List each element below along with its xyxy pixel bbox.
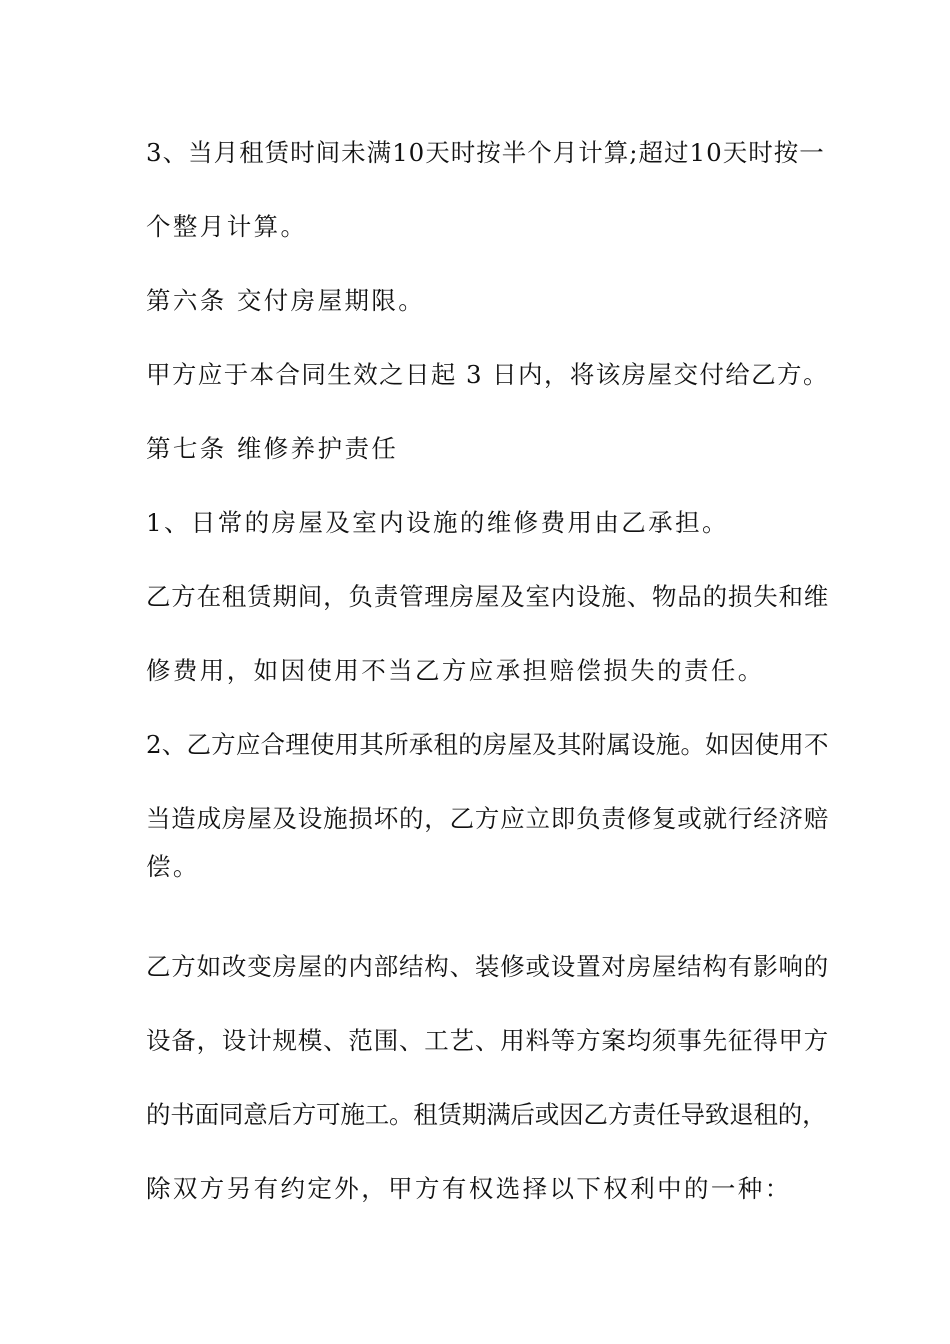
text-line: 个整月计算。 <box>146 212 308 241</box>
text-line: 乙方如改变房屋的内部结构、装修或设置对房屋结构有影响的 <box>146 952 830 981</box>
text-line: 当造成房屋及设施损坏的，乙方应立即负责修复或就行经济赔 <box>146 804 830 833</box>
text-line: 的书面同意后方可施工。租赁期满后或因乙方责任导致退租的， <box>146 1100 827 1129</box>
text-line: 修费用，如因使用不当乙方应承担赔偿损失的责任。 <box>146 656 765 685</box>
section-heading: 第六条 交付房屋期限。 <box>146 286 426 315</box>
text-line: 设备，设计规模、范围、工艺、用料等方案均须事先征得甲方 <box>146 1026 830 1055</box>
section-heading: 第七条 维修养护责任 <box>146 434 399 463</box>
text-line: 1、日常的房屋及室内设施的维修费用由乙承担。 <box>146 508 729 537</box>
text-line: 3、当月租赁时间未满10天时按半个月计算;超过10天时按一 <box>146 138 825 167</box>
text-line: 2、乙方应合理使用其所承租的房屋及其附属设施。如因使用不 <box>146 730 829 759</box>
text-line: 甲方应于本合同生效之日起 3 日内，将该房屋交付给乙方。 <box>146 360 829 389</box>
text-line: 乙方在租赁期间，负责管理房屋及室内设施、物品的损失和维 <box>146 582 830 611</box>
text-line: 偿。 <box>146 852 200 881</box>
text-line: 除双方另有约定外，甲方有权选择以下权利中的一种： <box>146 1174 792 1203</box>
